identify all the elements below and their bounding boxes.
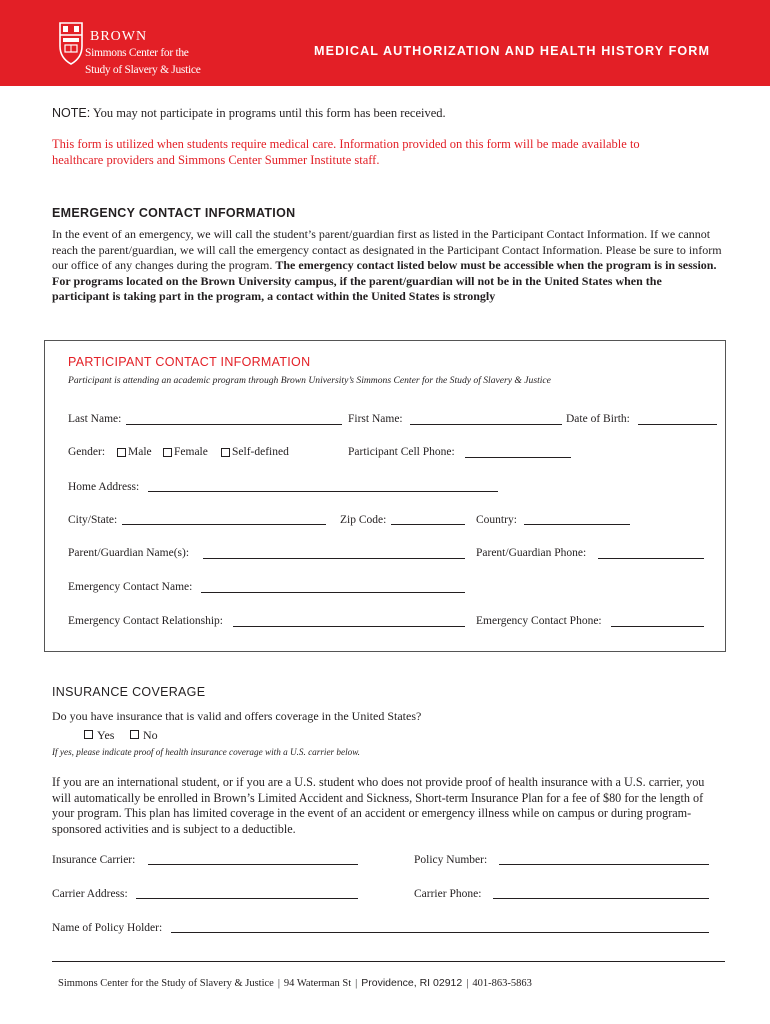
insurance-no-label: No [143, 728, 158, 742]
gender-self-defined-checkbox[interactable] [221, 448, 230, 457]
carrier-address-label: Carrier Address: [52, 888, 128, 900]
carrier-field[interactable] [148, 864, 358, 865]
participant-subtitle: Participant is attending an academic program through Brown University’s Simmons Center for the Study of Slavery & Justice [68, 375, 551, 386]
gender-male-checkbox[interactable] [117, 448, 126, 457]
insurance-yes-label: Yes [97, 728, 115, 742]
emergency-name-field[interactable] [201, 592, 465, 593]
dob-field[interactable] [638, 424, 717, 425]
country-field[interactable] [524, 524, 630, 525]
policy-holder-label: Name of Policy Holder: [52, 922, 163, 934]
note-label: NOTE: [52, 106, 91, 120]
footer [58, 977, 532, 989]
participant-contact-box [44, 340, 726, 652]
first-name-field[interactable] [410, 424, 562, 425]
guardian-names-field[interactable] [203, 558, 465, 559]
footer-separator: | [277, 978, 280, 989]
dob-label: Date of Birth: [566, 413, 630, 425]
brown-logo [58, 18, 201, 80]
emergency-text-regular: In the event of an emergency, we will call the student’s parent/guardian first as listed in the Participant Contact Information. If we cannot reach the parent/guardian, we will call the emergency contact as designated in the Participant Contact Information. Please be sure to inform our office of any changes during the program. [52, 227, 722, 273]
insurance-proof-note: If yes, please indicate proof of health insurance coverage with a U.S. carrier below. [52, 747, 360, 757]
emergency-relationship-label: Emergency Contact Relationship: [68, 615, 224, 627]
participant-heading: PARTICIPANT CONTACT INFORMATION [68, 355, 311, 369]
brand-subtitle-line-1: Simmons Center for the [85, 47, 189, 59]
first-name-label: First Name: [348, 413, 403, 425]
brand-name: BROWN [90, 29, 148, 44]
emergency-text-bold: The emergency contact listed below must be accessible when the program is in session. For programs located on the Brown University campus, if the parent/guardian will not be in the United States when the participant is taking part in the program, a contact within the United States is strongly [52, 258, 717, 304]
zip-field[interactable] [391, 524, 465, 525]
city-state-label: City/State: [68, 514, 118, 526]
policy-holder-field[interactable] [171, 932, 709, 933]
insurance-heading: INSURANCE COVERAGE [52, 685, 206, 699]
cell-phone-field[interactable] [465, 457, 571, 458]
note-text: You may not participate in programs until this form has been received. [90, 106, 446, 120]
insurance-question: Do you have insurance that is valid and offers coverage in the United States? [52, 709, 422, 723]
home-address-label: Home Address: [68, 481, 140, 493]
carrier-phone-field[interactable] [493, 898, 709, 899]
gender-female-label: Female [174, 446, 208, 458]
home-address-field[interactable] [148, 491, 498, 492]
country-label: Country: [476, 514, 517, 526]
city-state-field[interactable] [122, 524, 326, 525]
footer-city: Providence, RI 02912 [361, 977, 463, 989]
footer-separator: | [466, 978, 469, 989]
footer-separator: | [355, 978, 358, 989]
form-title: MEDICAL AUTHORIZATION AND HEALTH HISTORY FORM [314, 44, 711, 58]
note-line [52, 106, 446, 121]
gender-male-label: Male [128, 446, 152, 458]
carrier-label: Insurance Carrier: [52, 854, 136, 866]
carrier-address-field[interactable] [136, 898, 358, 899]
gender-self-defined-label: Self-defined [232, 446, 289, 458]
footer-divider [52, 961, 725, 962]
guardian-phone-label: Parent/Guardian Phone: [476, 547, 587, 559]
last-name-field[interactable] [126, 424, 342, 425]
last-name-label: Last Name: [68, 413, 122, 425]
insurance-yes-checkbox[interactable] [84, 730, 93, 739]
brand-subtitle-line-2: Study of Slavery & Justice [85, 64, 201, 76]
policy-number-label: Policy Number: [414, 854, 488, 866]
footer-phone: 401-863-5863 [472, 978, 532, 989]
emergency-relationship-field[interactable] [233, 626, 465, 627]
emergency-phone-label: Emergency Contact Phone: [476, 615, 602, 627]
policy-number-field[interactable] [499, 864, 709, 865]
cell-phone-label: Participant Cell Phone: [348, 446, 455, 458]
footer-street: 94 Waterman St [283, 978, 352, 989]
carrier-phone-label: Carrier Phone: [414, 888, 482, 900]
brown-shield-icon [58, 20, 84, 66]
gender-female-checkbox[interactable] [163, 448, 172, 457]
guardian-names-label: Parent/Guardian Name(s): [68, 547, 190, 559]
insurance-paragraph: If you are an international student, or if you are a U.S. student who does not provide proof of health insurance with a U.S. carrier, you will automatically be enrolled in Brown’s Limited Accident and Sickness, Short-term Insurance Plan for a fee of $80 for the length of your program. This plan has limited coverage in the event of an accident or emergency illness while on campus or during program-sponsored activities and is subject to a deductible. [52, 775, 705, 836]
footer-org: Simmons Center for the Study of Slavery & Justice [58, 978, 274, 989]
zip-label: Zip Code: [340, 514, 387, 526]
emergency-heading: EMERGENCY CONTACT INFORMATION [52, 206, 296, 220]
insurance-no-checkbox[interactable] [130, 730, 139, 739]
header-bar [0, 0, 770, 86]
usage-notice: This form is utilized when students require medical care. Information provided on this form will be made available to healthcare providers and Simmons Center Summer Institute staff. [52, 137, 640, 167]
emergency-name-label: Emergency Contact Name: [68, 581, 193, 593]
emergency-paragraph [52, 227, 722, 305]
gender-label: Gender: [68, 446, 106, 458]
emergency-phone-field[interactable] [611, 626, 704, 627]
guardian-phone-field[interactable] [598, 558, 704, 559]
